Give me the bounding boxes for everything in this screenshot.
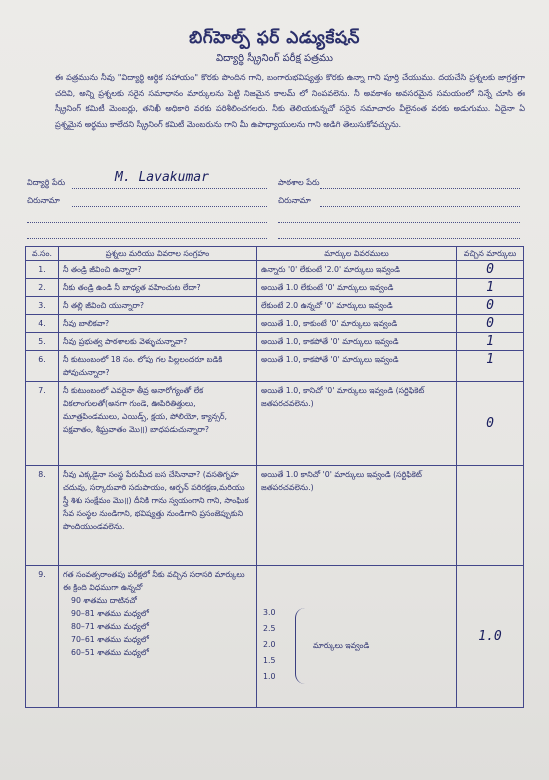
row-number: 4. [26,315,59,333]
school-address-label: చిరునామా [278,196,311,205]
row-number: 3. [26,297,59,315]
row-rules: అయితే 1.0 లేకుంటే '0' మార్కులు ఇవ్వండి [257,279,457,297]
q9-rules-label: మార్కులు ఇవ్వండి [313,641,370,650]
table-row [26,351,524,382]
q9-points-1: 3.0 [263,608,276,617]
row-number: 7. [26,382,59,466]
q9-range-2: 90–81 శాతము మధ్యలో [71,609,149,618]
row-mark[interactable]: 0 [457,261,524,279]
instructions-paragraph: ఈ పత్రమును నీవు "విద్యార్థి ఆర్థిక సహాయం" కొరకు పొందిన గాని, బంగారుభవిష్యత్తు కొరకు ఉన్నా గాని పూర్తి చేయుము. దయచేసి ప్రశ్నలకు జాగ్రత్తగా చదివి, అన్ని ప్రశ్నలకు సరైన సమాధానం మార్కులను పెట్టి నిజమైన కాలమ్ లో నింపవలెను. నీ అవకాశం అవసరమైన సమయంలో నిన్నే చూసి ఈ స్క్రీనింగ్ కమిటీ మెంబర్లు, తనిఖీ అధికారి వరకు పరిశీలించగలరు. నీకు తెలియకున్నచో సరైన సమాచారం వీలైనంత వరకు అడుగుము. ఏదైనా ఏ ప్రశ్నమైన అర్థము కాలేదని స్క్రీనింగ్ కమిటీ మెంబరును గాని మీ ఉపాధ్యాయులను గాని అడిగి తెలుసుకోవచ్చును. [55,72,525,129]
student-name-line [72,188,267,189]
q9-points-3: 2.0 [263,640,276,649]
form-title: బిగ్‌హెల్ప్ ఫర్ ఎడ్యుకేషన్ [189,28,360,48]
q9-range-3: 80–71 శాతము మధ్యలో [71,622,149,631]
table-header-row [26,247,524,261]
header-rules: మార్కుల వివరములు [257,247,457,261]
row-number: 6. [26,351,59,382]
q9-points-2: 2.5 [263,624,276,633]
row-question: నీ కుటుంబంలో 18 సం. లోపు గల పిల్లలందరూ బడికి పోవుచున్నారా? [59,351,257,382]
row-rules: ఉన్నారు '0' లేకుంటే '2.0' మార్కులు ఇవ్వండి [257,261,457,279]
row-mark[interactable]: 0 [457,382,524,466]
school-name-line[interactable] [320,188,520,189]
row-number: 8. [26,466,59,566]
q9-range-5: 60–51 శాతము మధ్యలో [71,648,149,657]
header-marks: వచ్చిన మార్కులు [457,247,524,261]
row-mark[interactable] [457,466,524,566]
school-name-label: పాఠశాల పేరు [278,178,320,187]
row-question: నీవు ప్రభుత్వ పాఠశాలకు వెళ్ళుచున్నావా? [59,333,257,351]
school-address-line-3[interactable] [278,238,520,239]
school-address-line-2[interactable] [278,222,520,223]
q9-points-4: 1.5 [263,656,276,665]
questions-table [25,246,524,708]
q9-range-1: 90 శాతము దాటినచో [71,596,137,605]
form-subtitle: విద్యార్థి స్క్రీనింగ్ పరీక్ష పత్రము [216,53,333,64]
row-number: 2. [26,279,59,297]
brace-icon [295,608,306,684]
row-rules: అయితే 1.0 కానిచో '0' మార్కులు ఇవ్వండి (సర్టిఫికెట్ జతపరచవలెను.) [257,466,457,566]
row-question: నీకు తండ్రి ఉండి నీ బాధ్యత వహించుట లేదా? [59,279,257,297]
address-line-1[interactable] [72,206,267,207]
row-rules: లేకుంటే 2.0 ఉన్నచో '0' మార్కులు ఇవ్వండి [257,297,457,315]
table-row [26,279,524,297]
table-row [26,382,524,466]
row-number: 1. [26,261,59,279]
row-rules: అయితే 1.0, కానిచో '0' మార్కులు ఇవ్వండి (సర్టిఫికెట్ జతపరచవలెను.) [257,382,457,466]
row-mark[interactable]: 1.0 [457,566,524,708]
row-mark[interactable]: 1 [457,279,524,297]
row-rules: అయితే 1.0, కాకపోతే '0' మార్కులు ఇవ్వండి [257,333,457,351]
header-question: ప్రశ్నలు మరియు వివరాల సంగ్రహం [59,247,257,261]
address-line-2[interactable] [27,222,267,223]
row-number: 5. [26,333,59,351]
row-rules [257,566,457,708]
row-question: నీవు బాలికవా? [59,315,257,333]
row-question [59,566,257,708]
student-name-value[interactable]: M. Lavakumar [115,170,209,185]
q9-range-4: 70–61 శాతము మధ్యలో [71,635,149,644]
row-question: నీవు ఎక్కడైనా సంస్థ పేరుమీద బస చేసినావా? (వసతిగృహ చదువు, సర్కారువారి సదుపాయం, ఆర్ఫన్ పరిరక్షణ,మరియు స్త్రీ శిశు సంక్షేమం మొ॥) దీనికి గాను స్వయంగాని గాని, సాంఘిక సేవ సంస్థల నుండిగాని, భవిష్యత్తు నుండిగాని ప్రసంజెప్పుకుని పొందియుండవలెను. [59,466,257,566]
row-rules: అయితే 1.0, కాకపోతే '0' మార్కులు ఇవ్వండి [257,351,457,382]
q9-points-5: 1.0 [263,672,276,681]
table-row [26,261,524,279]
table-row [26,466,524,566]
table-row [26,566,524,708]
table-row [26,333,524,351]
row-mark[interactable]: 1 [457,333,524,351]
row-mark[interactable]: 0 [457,315,524,333]
address-label: చిరునామా [27,196,60,205]
row-question: నీ కుటుంబంలో ఎవరైనా తీవ్ర అనారోగ్యంతో లేక వికలాంగులతో(అనగా గుండె, ఊపిరితిత్తులు, మూత్రపిండములు, ఎయిడ్స్, క్షయ, పోలియో, క్యాన్సర్, పక్షవాతం, శీఘ్రవాతం మొ॥) బాధపడుచున్నారా? [59,382,257,466]
address-line-3[interactable] [27,238,267,239]
table-row [26,315,524,333]
row-number: 9. [26,566,59,708]
row-mark[interactable]: 1 [457,351,524,382]
row-question: నీ తండ్రి జీవించి ఉన్నారా? [59,261,257,279]
row-rules: అయితే 1.0, కాకుంటే '0' మార్కులు ఇవ్వండి [257,315,457,333]
table-row [26,297,524,315]
school-address-line-1[interactable] [320,206,520,207]
row-mark[interactable]: 0 [457,297,524,315]
student-name-label: విద్యార్థి పేరు [27,178,66,187]
header-sno: వ.సం. [26,247,59,261]
row-question: నీ తల్లి జీవించి యున్నారా? [59,297,257,315]
q9-intro: గత సంవత్సరాంతపు పరీక్షలో నీకు వచ్చిన సరాసరి మార్కులు ఈ క్రింది విధముగా ఉన్నచో [63,570,245,592]
